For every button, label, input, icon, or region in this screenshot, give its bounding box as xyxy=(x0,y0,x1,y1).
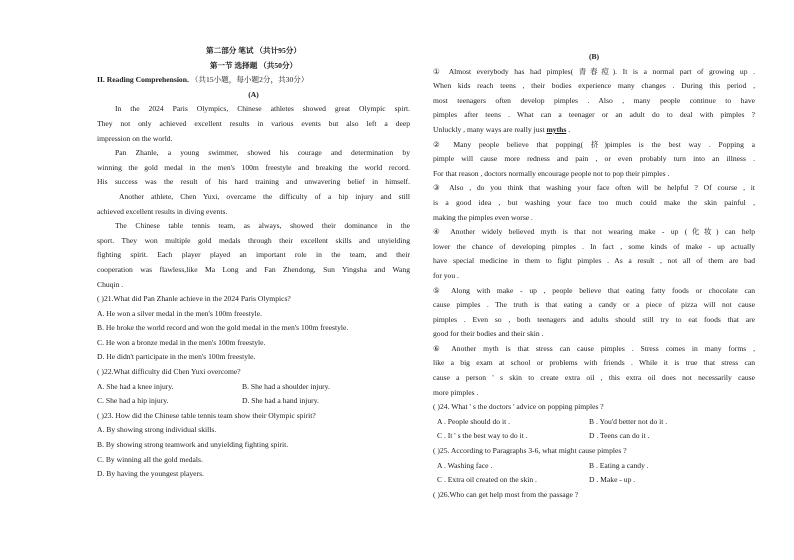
q24-option-a: A . People should do it . xyxy=(437,416,510,426)
myths-word: myths xyxy=(546,124,567,134)
passage-a-line: They not only achieved excellent results in various events but also left a deep xyxy=(97,118,410,128)
passage-b-line: good for their bodies and their skin . xyxy=(433,329,544,339)
q24-options-row xyxy=(433,415,755,430)
q24-option-c: C . It ' s the best way to do it . xyxy=(437,431,528,441)
q24-options-row xyxy=(433,429,755,444)
passage-b-line: cause a person ' s skin to create extra oil , this extra oil does not necessarily cause xyxy=(433,373,755,383)
passage-b-line: lower the chance of developing pimples . In fact , some kinds of make - up actually xyxy=(433,241,755,251)
q21-option-d: D. He didn't participate in the men's 100m freestyle. xyxy=(97,352,256,362)
q23-option-d: D. By having the youngest players. xyxy=(97,469,204,479)
q21-option-c: C. He won a bronze medal in the men's 100m freestyle. xyxy=(97,337,266,347)
q25-options-row xyxy=(433,473,755,488)
passage-b-line: ① Almost everybody has had pimples( 青春痘). It is a normal part of growing up . xyxy=(433,66,755,76)
passage-b-line: ⑤ Along with make - up , people believe that eating fatty foods or chocolate can xyxy=(433,285,755,295)
passage-b-line: have special medicine in them to fight pimples . As a result , not all of them are bad xyxy=(433,256,755,266)
passage-b-line: ⑥ Another myth is that stress can cause pimples . Stress comes in many forms , xyxy=(433,343,755,353)
q21-option-a: A. He won a silver medal in the men's 100m freestyle. xyxy=(97,308,263,318)
question-26: ( )26.Who can get help most from the passage ? xyxy=(433,489,579,499)
q22-option-d: D. She had a hand injury. xyxy=(242,396,319,406)
passage-a-line: fighting spirit. Each player played an important role in the team, and their xyxy=(97,250,410,260)
passage-a-line: winning the gold medal in the men's 100m freestyle and breaking the world record. xyxy=(97,162,410,172)
q24-option-b: B . You'd better not do it . xyxy=(589,416,668,426)
passage-b-line: pimples . Even so , both teenagers and adults should still try to eat foods that are xyxy=(433,314,755,324)
question-22: ( )22.What difficulty did Chen Yuxi overcome? xyxy=(97,367,241,377)
q23-option-b: B. By showing strong teamwork and unyielding fighting spirit. xyxy=(97,440,289,450)
question-21: ( )21.What did Pan Zhanle achieve in the 2024 Paris Olympics? xyxy=(97,294,291,304)
question-24: ( )24. What ' s the doctors ' advice on popping pimples ? xyxy=(433,402,604,412)
q23-option-c: C. By winning all the gold medals. xyxy=(97,454,203,464)
passage-a-line: In the 2024 Paris Olympics, Chinese athletes showed great Olympic spirt. xyxy=(115,104,410,114)
passage-a-line: His success was the result of his hard training and unwavering belief in himself. xyxy=(97,177,410,187)
passage-b-line: cause pimples . The truth is that eating a candy or a piece of pizza will not cause xyxy=(433,300,755,310)
q22-options-row xyxy=(97,380,410,395)
passage-a-label: (A) xyxy=(248,89,259,99)
passage-b-label: (B) xyxy=(588,52,600,61)
passage-b-line: ④ Another widely believed myth is that not wearing make - up (化妆) can help xyxy=(433,227,755,237)
q22-option-c: C. She had a hip injury. xyxy=(97,396,169,406)
passage-a-line: Pan Zhanle, a young swimmer, showed his courage and determination by xyxy=(115,148,410,158)
passage-a-line: Chuqin . xyxy=(97,279,124,289)
passage-a-line: cooperation was flawless,like Ma Long and Fan Zhendong, Sun Yingsha and Wang xyxy=(97,264,410,274)
question-25: ( )25. According to Paragraphs 3-6, what might cause pimples ? xyxy=(433,446,627,456)
q24-option-d: D . Teens can do it . xyxy=(589,431,650,441)
passage-b-line: For that reason , doctors normally encourage people not to pop their pimples . xyxy=(433,168,670,178)
passage-a-line: The Chinese table tennis team, as always, showed their dominance in the xyxy=(115,221,410,231)
q22-option-b: B. She had a shoulder injury. xyxy=(242,381,330,391)
q25-option-d: D . Make - up . xyxy=(589,475,636,485)
q25-option-b: B . Eating a candy . xyxy=(589,460,649,470)
passage-b-line: pimples after teens . What can a teenager or an adult do to deal with pimples ? xyxy=(433,110,755,120)
passage-b-line: pimple will cause more redness and pain , or even probably turn into an illness . xyxy=(433,154,755,164)
passage-a-line: Another athlete, Chen Yuxi, overcame the difficulty of a hip injury and still xyxy=(119,191,410,201)
passage-b-line xyxy=(433,123,755,138)
right-column xyxy=(433,0,755,502)
q25-option-c: C . Extra oil created on the skin . xyxy=(437,475,537,485)
q22-options-row xyxy=(97,394,410,409)
q22-option-a: A. She had a knee injury. xyxy=(97,381,174,391)
passage-b-line: for you . xyxy=(433,270,459,280)
passage-a-line: impression on the world. xyxy=(97,133,173,143)
passage-b-line: is a good idea , but washing your face too much could make the skin painful , xyxy=(433,197,755,207)
left-column xyxy=(97,0,410,482)
passage-b-line: most teenagers often develop pimples . Also , many people continue to have xyxy=(433,95,755,105)
question-23: ( )23. How did the Chinese table tennis team show their Olympic spirit? xyxy=(97,410,316,420)
q25-options-row xyxy=(433,459,755,474)
passage-b-line: ② Many people believe that popping( 挤)pimples is the best way . Popping a xyxy=(433,139,755,149)
passage-b-line: more pimples . xyxy=(433,387,479,397)
myths-prefix: Unluckly , many ways are really just xyxy=(433,124,547,134)
q25-option-a: A . Washing face . xyxy=(437,460,493,470)
q21-option-b: B. He broke the world record and won the gold medal in the men's 100m freestyle. xyxy=(97,323,349,333)
reading-label: II. Reading Comprehension. xyxy=(97,75,189,85)
passage-b-line: making the pimples even worse . xyxy=(433,212,533,222)
passage-b-line: like a big exam at school or problems with friends . While it is true that stress can xyxy=(433,358,755,368)
myths-suffix: . xyxy=(566,124,571,134)
q23-option-a: A. By showing strong individual skills. xyxy=(97,425,217,435)
reading-info: （共15小题，每小题2分，共30分） xyxy=(190,75,309,85)
passage-b-line: ③ Also , do you think that washing your face often will be helpful ? Of course , it xyxy=(433,183,755,193)
passage-a-line: achieved excellent results in diving events. xyxy=(97,206,228,216)
part-title: 第二部分 笔试 （共计95分） xyxy=(206,46,301,55)
passage-a-line: sport. They won multiple gold medals through their excellent skills and unyielding xyxy=(97,235,410,245)
reading-heading xyxy=(97,73,410,88)
passage-b-line: When kids reach teens , their bodies experience many changes . During this period , xyxy=(433,81,755,91)
section-title: 第一节 选择题 （共50分） xyxy=(209,60,298,70)
